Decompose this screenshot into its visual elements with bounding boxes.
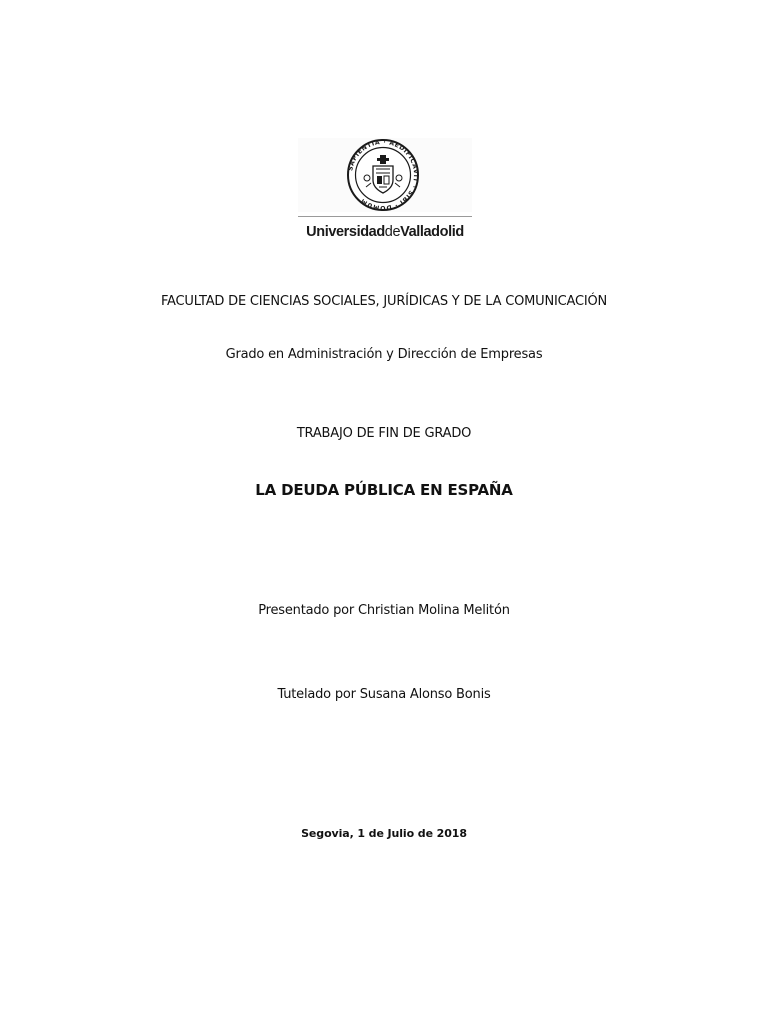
wordmark-de: de (384, 224, 401, 240)
wordmark-universidad: Universidad (306, 224, 385, 240)
document-title: LA DEUDA PÚBLICA EN ESPAÑA (255, 481, 513, 499)
university-wordmark (298, 224, 472, 240)
degree-name: Grado en Administración y Dirección de Empresas (225, 347, 543, 362)
work-type: TRABAJO DE FIN DE GRADO (296, 426, 472, 441)
faculty-name: FACULTAD DE CIENCIAS SOCIALES, JURÍDICAS Y DE LA COMUNICACIÓN (160, 294, 608, 309)
tutor-line: Tutelado por Susana Alonso Bonis (277, 687, 491, 702)
university-logo (298, 138, 472, 244)
logo-divider (298, 216, 472, 217)
university-seal-icon (346, 138, 420, 212)
svg-text:SAPIENTIA · AEDIFICAVIT · SIBI: SAPIENTIA · AEDIFICAVIT · SIBI · DOMUM (347, 138, 420, 212)
place-date: Segovia, 1 de Julio de 2018 (301, 827, 467, 840)
wordmark-valladolid: Valladolid (400, 224, 464, 240)
author-line: Presentado por Christian Molina Melitón (258, 603, 510, 618)
